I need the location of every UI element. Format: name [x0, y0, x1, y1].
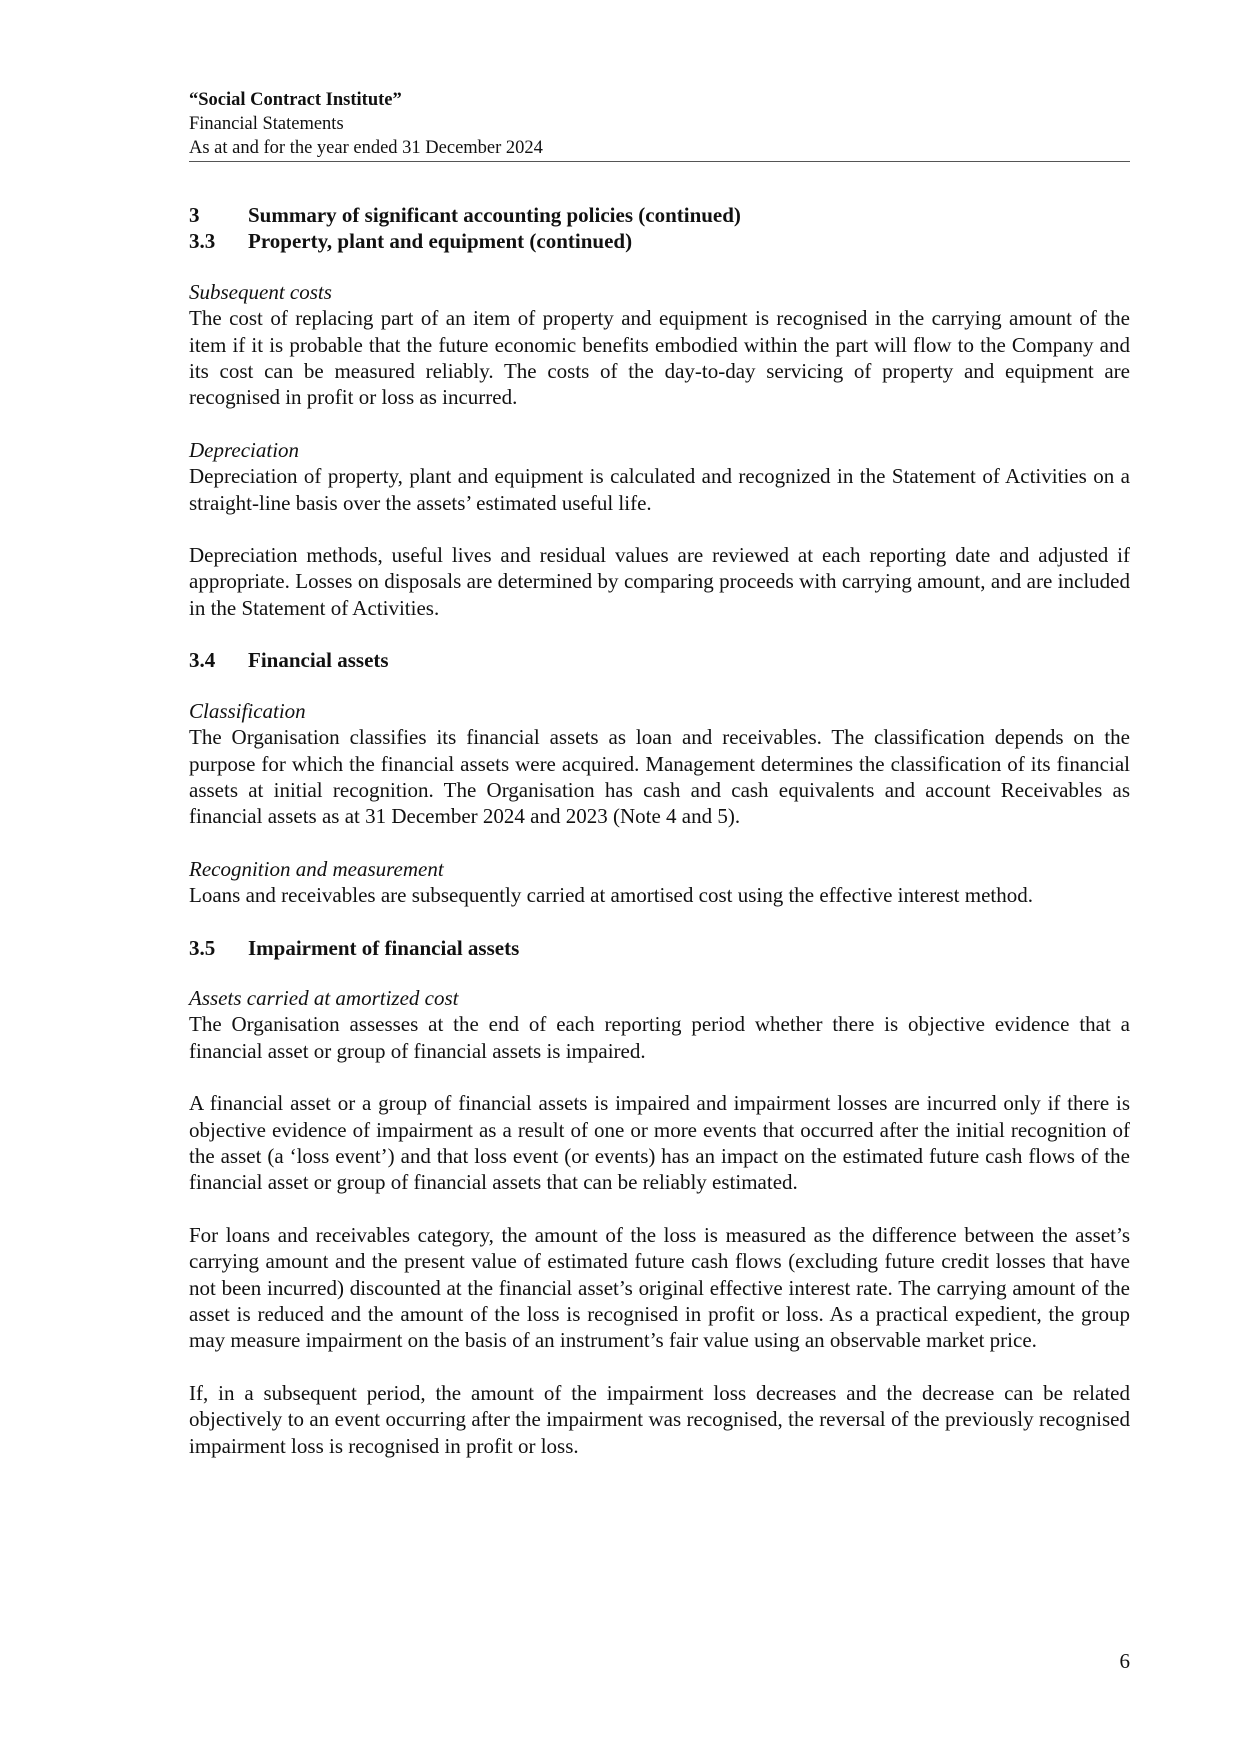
- organisation-name: “Social Contract Institute”: [189, 90, 402, 110]
- paragraph: The Organisation assesses at the end of each reporting period whether there is objective evidence that a financial asset or group of financial assets is impaired.: [189, 1012, 1130, 1063]
- paragraph: Loans and receivables are subsequently carried at amortised cost using the effective interest method.: [189, 883, 1033, 908]
- header-rule: [189, 161, 1130, 162]
- section-number: 3.3: [189, 229, 216, 254]
- document-page: [189, 88, 1130, 1459]
- page-number: 6: [1119, 1649, 1130, 1673]
- section-heading-3: [189, 202, 1130, 228]
- paragraph: If, in a subsequent period, the amount of the impairment loss decreases and the decrease can be related objectively to an event occurring after the impairment was recognised, the reversal of the previously recognised impairment loss is recognised in profit or loss.: [189, 1380, 1130, 1458]
- paragraph: A financial asset or a group of financial assets is impaired and impairment losses are incurred only if there is objective evidence of impairment as a result of one or more events that occurred after the initial recognition of the asset (a ‘loss event’) and that loss event (or events) has an impact on the estimated future cash flows of the financial asset or group of financial assets that can be reliably estimated.: [189, 1091, 1130, 1195]
- document-body: [189, 202, 1130, 1459]
- section-heading-3-3: [189, 228, 1130, 254]
- section-number: 3: [189, 203, 200, 227]
- paragraph: The cost of replacing part of an item of property and equipment is recognised in the carrying amount of the item if it is probable that the future economic benefits embodied within the part will flow to the Company and its cost can be measured reliably. The costs of the day-to-day servicing of property and equipment are recognised in profit or loss as incurred.: [189, 306, 1130, 410]
- document-title: Financial Statements: [189, 114, 344, 134]
- page-header: [189, 88, 1130, 160]
- section-number: 3.5: [189, 935, 216, 960]
- subheading-recognition: Recognition and measurement: [189, 856, 444, 881]
- section-title: Property, plant and equipment (continued): [248, 229, 633, 254]
- section-number: 3.4: [189, 648, 216, 673]
- subheading-subsequent-costs: Subsequent costs: [189, 279, 332, 304]
- section-title: Financial assets: [248, 648, 389, 673]
- section-title: Summary of significant accounting policies (continued): [248, 203, 741, 227]
- paragraph: Depreciation methods, useful lives and residual values are reviewed at each reporting date and adjusted if appropriate. Losses on disposals are determined by comparing proceeds with carrying amount, and are included in the Statement of Activities.: [189, 543, 1130, 620]
- subheading-amortized-cost: Assets carried at amortized cost: [189, 985, 459, 1010]
- reporting-period: As at and for the year ended 31 December 2024: [189, 138, 543, 158]
- subheading-depreciation: Depreciation: [189, 437, 300, 462]
- paragraph: Depreciation of property, plant and equipment is calculated and recognized in the Statement of Activities on a straight-line basis over the assets’ estimated useful life.: [189, 464, 1130, 515]
- section-heading-3-4: [189, 647, 1130, 673]
- section-title: Impairment of financial assets: [248, 935, 520, 960]
- subheading-classification: Classification: [189, 698, 306, 723]
- paragraph: For loans and receivables category, the amount of the loss is measured as the difference between the asset’s carrying amount and the present value of estimated future cash flows (excluding future credit losses that have not been incurred) discounted at the financial asset’s original effective interest rate. The carrying amount of the asset is reduced and the amount of the loss is recognised in profit or loss. As a practical expedient, the group may measure impairment on the basis of an instrument’s fair value using an observable market price.: [189, 1222, 1130, 1353]
- paragraph: The Organisation classifies its financial assets as loan and receivables. The classification depends on the purpose for which the financial assets were acquired. Management determines the classification of its financial assets at initial recognition. The Organisation has cash and cash equivalents and account Receivables as financial assets as at 31 December 2024 and 2023 (Note 4 and 5).: [189, 725, 1130, 829]
- section-heading-3-5: [189, 935, 1130, 961]
